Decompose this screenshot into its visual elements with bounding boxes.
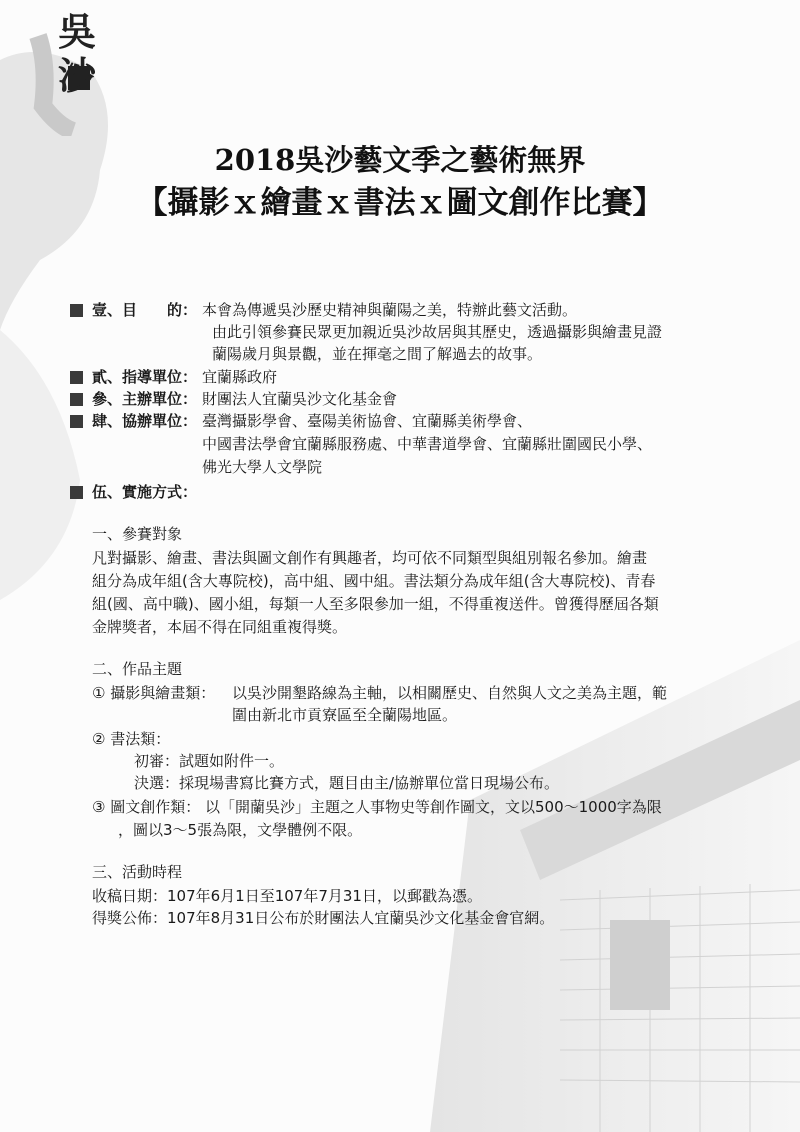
part-heading: 二、作品主題 [92, 660, 183, 678]
wusha-logo [18, 6, 128, 136]
co-organizer-line: 中國書法學會宜蘭縣服務處、中華書道學會、宜蘭縣壯圍國民小學、 [202, 435, 653, 453]
eligibility-line: 組(國、高中職)、國小組，每類一人至多限參加一組，不得重複送件。曾獲得歷屆各類 [92, 595, 659, 613]
section-bullet-icon [70, 486, 83, 499]
calligraphy-final: 決選：採現場書寫比賽方式，題目由主/協辦單位當日現場公布。 [134, 774, 560, 792]
section-label-implementation: 伍、實施方式： [92, 483, 198, 501]
organizer-unit: 財團法人宜蘭吳沙文化基金會 [202, 390, 398, 408]
logo-text: 吳沙 [58, 9, 97, 98]
section-bullet-icon [70, 415, 83, 428]
schedule-line: 得獎公佈：107年8月31日公布於財團法人宜蘭吳沙文化基金會官網。 [92, 909, 555, 927]
part-heading: 三、活動時程 [92, 863, 183, 881]
purpose-line: 蘭陽歲月與景觀，並在揮毫之間了解過去的故事。 [212, 345, 543, 363]
eligibility-line: 組分為成年組(含大專院校)，高中組、國中組。書法類分為成年組(含大專院校)、青春 [92, 572, 656, 590]
co-organizer-line: 臺灣攝影學會、臺陽美術協會、宜蘭縣美術學會、 [202, 412, 533, 430]
section-label-organizer: 參、主辦單位： [92, 390, 198, 408]
co-organizer-line: 佛光大學人文學院 [202, 458, 323, 476]
theme-item-text: 以吳沙開墾路線為主軸，以相關歷史、自然與人文之美為主題，範 [232, 684, 668, 702]
section-label-co-organizer: 肆、協辦單位： [92, 412, 198, 430]
section-bullet-icon [70, 304, 83, 317]
page-subtitle: 【攝影ｘ繪畫ｘ書法ｘ圖文創作比賽】 [136, 185, 664, 221]
section-bullet-icon [70, 371, 83, 384]
section-bullet-icon [70, 393, 83, 406]
guidance-unit: 宜蘭縣政府 [202, 368, 278, 386]
section-label-purpose: 壹、目 的： [92, 301, 198, 319]
eligibility-line: 金牌獎者，本屆不得在同組重複得獎。 [92, 618, 348, 636]
theme-item-label: ② 書法類： [92, 730, 171, 748]
part-heading: 一、參賽對象 [92, 525, 183, 543]
schedule-line: 收稿日期：107年6月1日至107年7月31日，以郵戳為憑。 [92, 887, 482, 905]
purpose-line: 由此引領參賽民眾更加親近吳沙故居與其歷史，透過攝影與繪畫見證 [212, 323, 663, 341]
calligraphy-preliminary: 初審：試題如附件一。 [134, 752, 285, 770]
theme-item-text: 圍由新北市貢寮區至全蘭陽地區。 [232, 706, 458, 724]
theme-item-text: ③ 圖文創作類： 以「開蘭吳沙」主題之人事物史等創作圖文，文以500～1000字為限 [92, 798, 662, 816]
page-title: 2018吳沙藝文季之藝術無界 [214, 143, 586, 177]
theme-item-label: ① 攝影與繪畫類： [92, 684, 216, 702]
eligibility-line: 凡對攝影、繪畫、書法與圖文創作有興趣者，均可依不同類型與組別報名參加。繪畫 [92, 549, 648, 567]
section-label-guidance: 貳、指導單位： [92, 368, 198, 386]
theme-item-text: ，圖以3～5張為限，文學體例不限。 [118, 821, 363, 839]
purpose-line: 本會為傳遞吳沙歷史精神與蘭陽之美，特辦此藝文活動。 [202, 301, 578, 319]
